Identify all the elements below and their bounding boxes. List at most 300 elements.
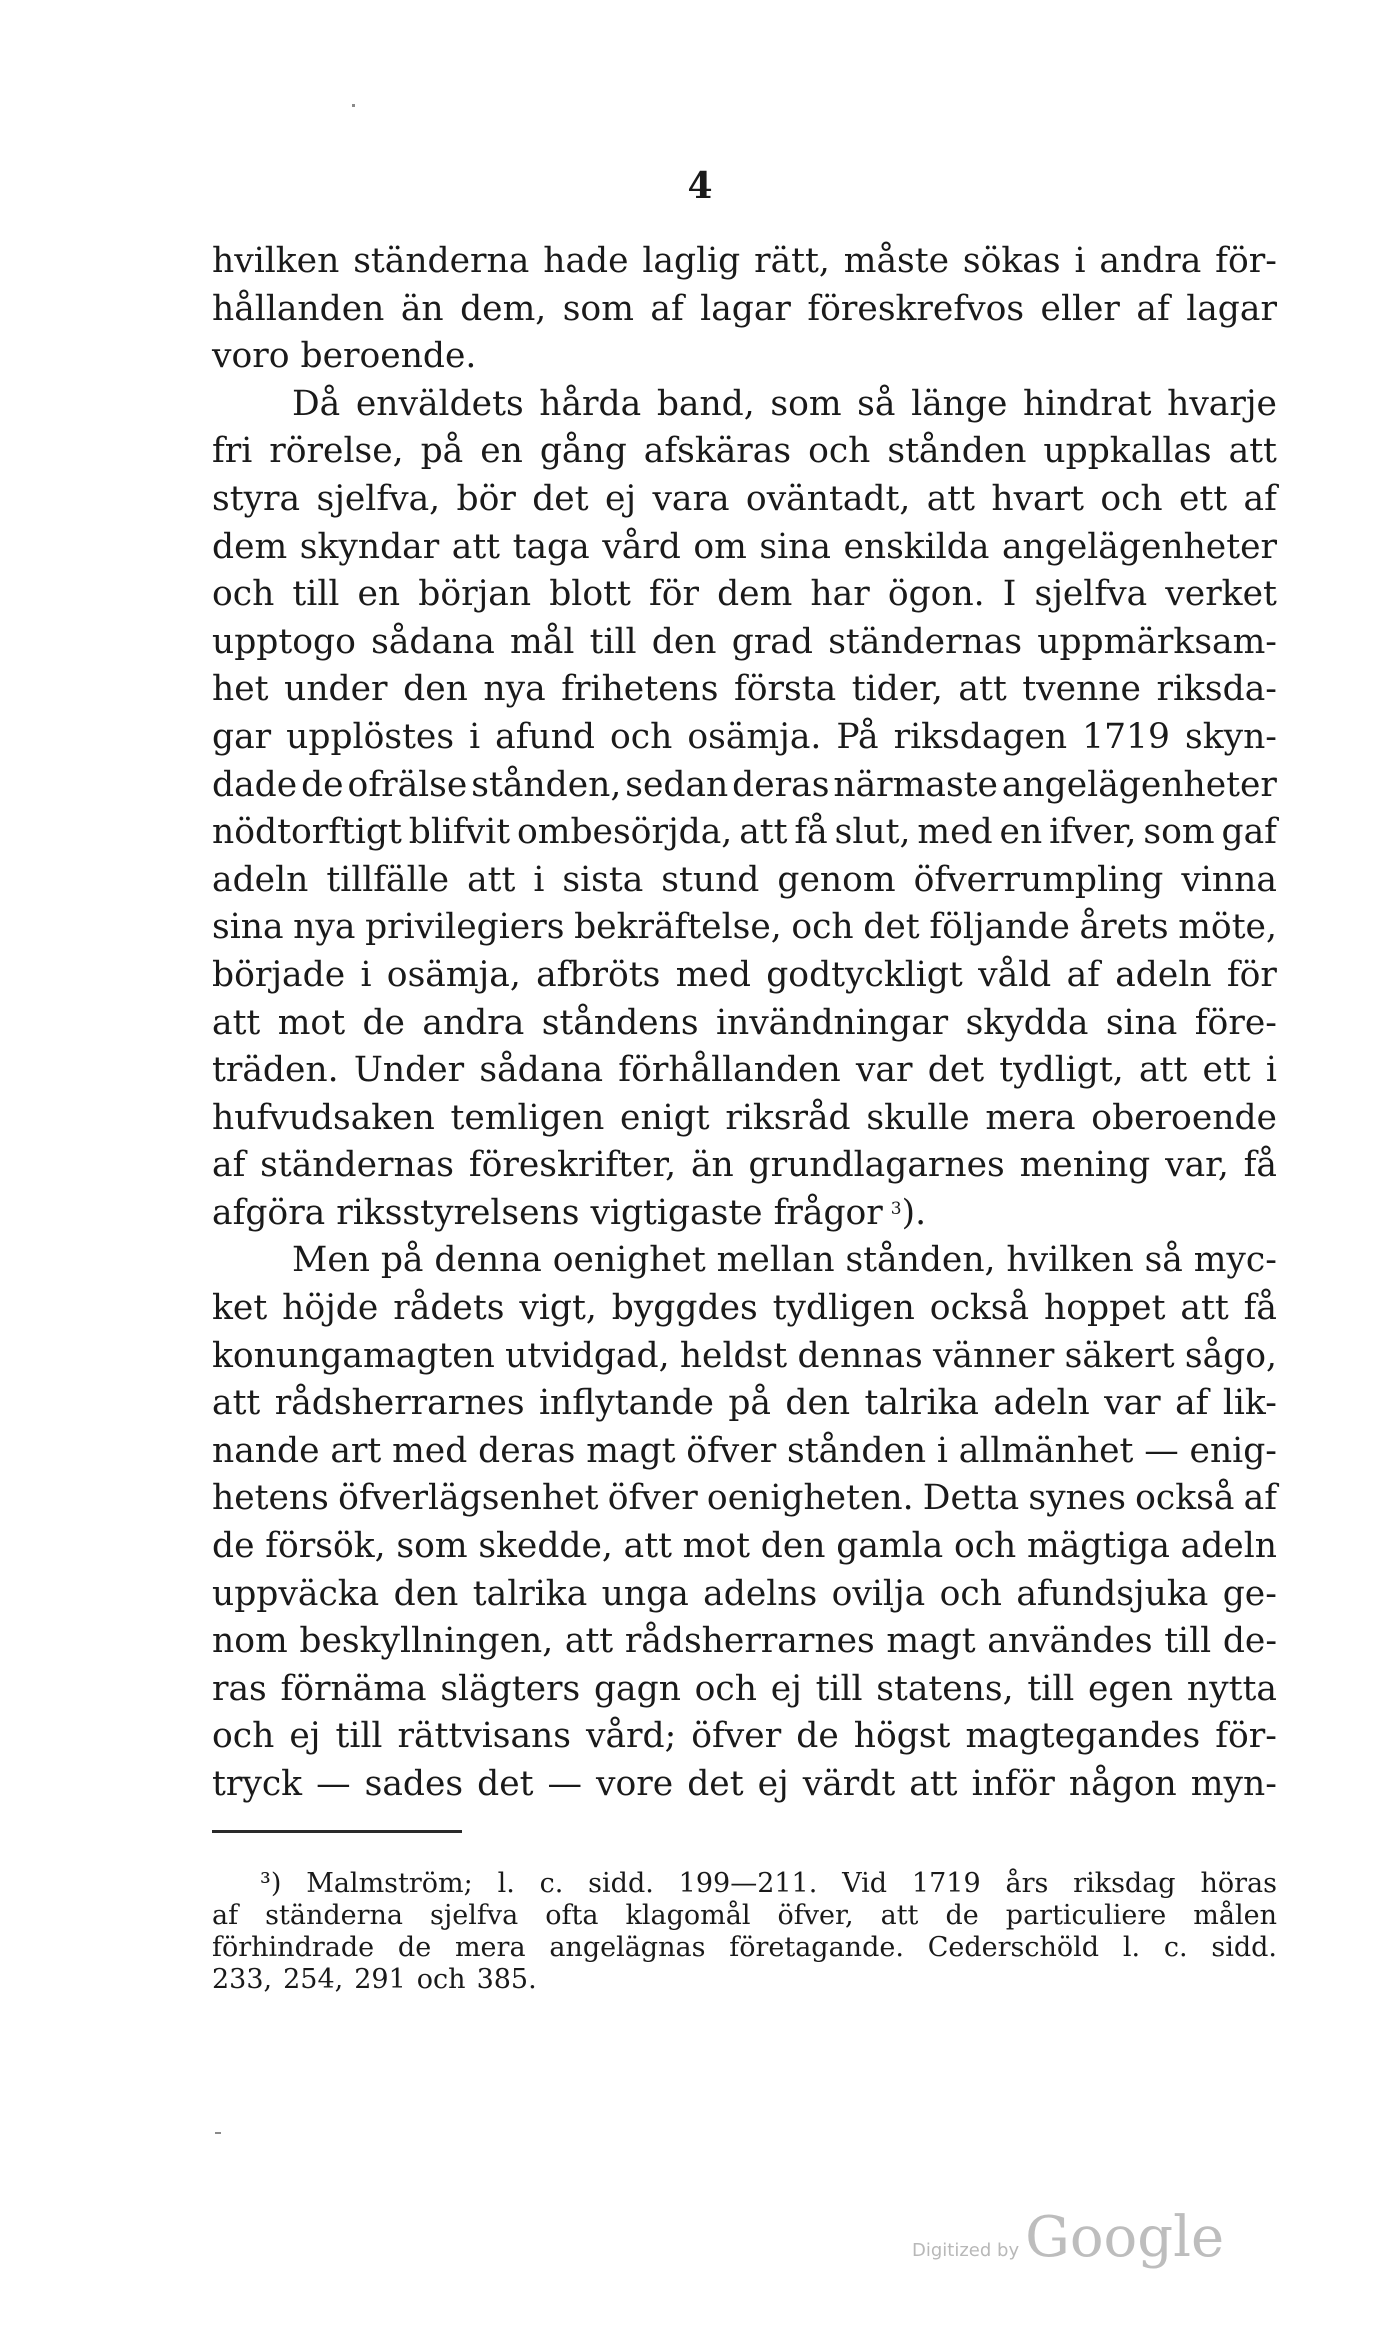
word: 233, — [212, 1964, 273, 1995]
word: På — [836, 716, 879, 757]
word: styra — [212, 478, 301, 519]
word: hårda — [539, 383, 642, 424]
word: Under — [353, 1050, 465, 1091]
text-line — [212, 1761, 1277, 1809]
word: föreskrifter, — [468, 1145, 677, 1186]
word: för — [1226, 954, 1277, 995]
word: att — [212, 1002, 261, 1043]
word: mellan — [716, 1240, 835, 1281]
word: som — [562, 288, 634, 329]
word: de — [945, 1900, 979, 1931]
word: egen — [1088, 1668, 1174, 1709]
word: — — [1144, 1430, 1179, 1471]
word: försök, — [265, 1526, 386, 1567]
word: värdt — [802, 1764, 896, 1804]
word: beroende. — [300, 336, 477, 377]
word: närmaste — [833, 764, 998, 805]
word: de — [796, 1716, 839, 1757]
word: ofta — [545, 1900, 599, 1931]
word: att — [1228, 431, 1277, 472]
digitized-by-google-watermark — [912, 2205, 1224, 2270]
word: osämja. — [687, 716, 822, 757]
word: våld — [978, 954, 1052, 995]
watermark-prefix: Digitized by — [912, 2240, 1020, 2261]
word: ej — [770, 1668, 802, 1709]
text-line — [212, 666, 1277, 714]
word: upptogo — [212, 621, 356, 662]
word: följande — [929, 907, 1070, 948]
word: skydda — [965, 1002, 1089, 1043]
word: till — [335, 1716, 383, 1757]
word: de- — [1222, 1621, 1277, 1662]
word: öfver — [691, 1716, 782, 1757]
word: statens, — [876, 1668, 1014, 1709]
word: förnäma — [280, 1668, 427, 1709]
word: grad — [731, 621, 813, 662]
word: skyndar — [299, 526, 440, 567]
word: så — [857, 383, 896, 424]
word: rörelse, — [269, 431, 404, 472]
word: sina — [1105, 1002, 1178, 1043]
word: ej — [289, 1716, 321, 1757]
word: till — [292, 574, 340, 615]
footnote-line — [212, 1900, 1277, 1932]
text-line — [212, 1190, 1277, 1238]
word: sina — [212, 907, 284, 948]
scan-speck — [352, 104, 355, 107]
word: rätt, — [754, 241, 830, 281]
word: myn- — [1190, 1764, 1277, 1804]
word: af — [1243, 1478, 1277, 1519]
word: gar — [212, 716, 272, 757]
word: och — [939, 1573, 1002, 1614]
word: c. — [1163, 1932, 1188, 1963]
word: som — [396, 1526, 468, 1567]
word: klagomål — [625, 1900, 751, 1931]
word: och — [212, 574, 275, 615]
word: sades — [364, 1764, 464, 1804]
text-line — [212, 1713, 1277, 1761]
text-line — [212, 476, 1277, 524]
word: afskäras — [643, 431, 792, 472]
word: få — [1243, 1145, 1277, 1186]
word: förhindrade — [212, 1932, 375, 1963]
word: frågor — [773, 1192, 883, 1233]
text-line — [212, 1047, 1277, 1095]
word: årets — [1079, 907, 1169, 948]
word: rättvisans — [397, 1716, 571, 1757]
text-line — [212, 619, 1277, 667]
word: af — [1175, 1383, 1209, 1424]
word: deras — [732, 764, 830, 805]
text-line — [212, 1618, 1277, 1666]
word: uppmärksam- — [1037, 621, 1277, 662]
word: dem — [717, 574, 793, 615]
text-line — [212, 286, 1277, 334]
word: adeln — [212, 859, 309, 900]
word: ständerna — [265, 1900, 403, 1931]
word: de — [301, 764, 344, 805]
word: sjelfva — [1034, 574, 1148, 615]
text-line — [212, 809, 1277, 857]
word: mera — [454, 1932, 526, 1963]
word: blott — [549, 574, 631, 615]
word: Men — [292, 1240, 370, 1281]
word: sökas — [962, 241, 1061, 281]
word: sidd. — [588, 1868, 654, 1899]
body-text — [212, 238, 1277, 1809]
word: som — [1143, 812, 1215, 853]
word: att — [1138, 1050, 1188, 1091]
word: om — [693, 526, 747, 567]
word: bekräftelse, — [574, 907, 782, 948]
word: och — [212, 1716, 275, 1757]
word: eller — [1040, 288, 1120, 329]
word: temligen — [450, 1097, 605, 1138]
footnotes — [212, 1868, 1277, 1996]
word: oväntadt, — [745, 478, 911, 519]
text-line — [212, 428, 1277, 476]
word: utvidgad, — [505, 1335, 670, 1376]
word: var, — [1165, 1145, 1229, 1186]
text-line — [212, 1380, 1277, 1428]
text-line — [212, 1000, 1277, 1048]
word: ge- — [1222, 1573, 1277, 1614]
word: stånden — [787, 1430, 927, 1471]
word: inför — [971, 1764, 1055, 1804]
word: med — [392, 1430, 468, 1471]
text-line — [212, 381, 1277, 429]
word: första — [734, 669, 837, 710]
word: vänner — [932, 1335, 1055, 1376]
word: har — [810, 574, 870, 615]
text-line — [212, 1237, 1277, 1285]
word: ständerna — [353, 241, 530, 281]
word: hvart — [991, 478, 1084, 519]
word: gaf — [1221, 812, 1277, 853]
word: tider, — [851, 669, 943, 710]
word: slut, — [834, 812, 911, 853]
word: sågo, — [1184, 1335, 1277, 1376]
word: skulle — [866, 1097, 970, 1138]
word: öfver — [686, 1430, 777, 1471]
word: allmänhet — [958, 1430, 1134, 1471]
word: andra — [1099, 241, 1202, 281]
word: angelägnas — [549, 1932, 706, 1963]
word: öfver — [607, 1478, 698, 1519]
footnote-ref-closing: ). — [901, 1192, 927, 1233]
word: det — [863, 907, 920, 948]
word: af — [212, 1900, 239, 1931]
word: mening — [1019, 1145, 1151, 1186]
word: Detta — [922, 1478, 1020, 1519]
word: att — [212, 1383, 261, 1424]
word: hade — [543, 241, 629, 281]
word: byggdes — [611, 1288, 758, 1329]
word: hållanden — [212, 288, 385, 329]
text-line — [212, 1475, 1277, 1523]
word: hvilken — [1006, 1240, 1134, 1281]
word: i — [1074, 241, 1086, 281]
word: att — [451, 526, 501, 567]
word: med — [917, 812, 993, 853]
word: började — [212, 954, 346, 995]
word: adelns — [703, 1573, 818, 1614]
footnote-ref-number: 3 — [890, 1198, 902, 1219]
word: beskyllningen, — [299, 1621, 554, 1662]
word: också — [929, 1288, 1030, 1329]
word: gagn — [593, 1668, 681, 1709]
word: måste — [843, 241, 950, 281]
word: till — [1164, 1621, 1212, 1662]
word: föreskrefvos — [807, 288, 1025, 329]
word: konungamagten — [212, 1335, 495, 1376]
scan-speck — [215, 2132, 221, 2134]
word: hvarje — [1167, 383, 1277, 424]
word: inflytande — [538, 1383, 714, 1424]
word: början — [418, 574, 532, 615]
word: en — [480, 431, 523, 472]
word: stånden, — [845, 1240, 996, 1281]
word: voro — [212, 336, 290, 377]
word: ras — [212, 1668, 267, 1709]
text-line — [212, 1095, 1277, 1143]
word: gång — [539, 431, 627, 472]
word: oenigheten. — [706, 1478, 914, 1519]
word: adeln — [993, 1383, 1090, 1424]
word: möte, — [1178, 907, 1277, 948]
word: också — [1135, 1478, 1235, 1519]
word: gamla — [836, 1526, 944, 1567]
word: i — [1265, 1050, 1277, 1091]
word: l. — [1122, 1932, 1141, 1963]
word: Cederschöld — [927, 1932, 1100, 1963]
text-line — [212, 952, 1277, 1000]
word: unga — [601, 1573, 689, 1614]
word: tryck — [212, 1764, 303, 1804]
word: och — [953, 1526, 1017, 1567]
text-line — [212, 1666, 1277, 1714]
page-number: 4 — [687, 165, 713, 207]
word: ej — [757, 1764, 789, 1804]
word: mot — [682, 1526, 751, 1567]
word: sådana — [371, 621, 495, 662]
word: med — [675, 954, 751, 995]
word: enväldets — [355, 383, 524, 424]
word: I — [1002, 574, 1017, 615]
word: sjelfva, — [316, 478, 441, 519]
word: till — [815, 1668, 863, 1709]
word: ständernas — [828, 621, 1023, 662]
word: för- — [1215, 1716, 1277, 1757]
word: deras — [478, 1430, 576, 1471]
word: var — [855, 1050, 913, 1091]
word: sedan — [625, 764, 729, 805]
footnote-divider — [212, 1830, 462, 1833]
word: öfverlägsenhet — [338, 1478, 599, 1519]
word: af — [212, 1145, 246, 1186]
word: frihetens — [561, 669, 719, 710]
word: öfver, — [777, 1900, 854, 1931]
word: att — [564, 1621, 614, 1662]
word: upplöstes — [286, 716, 455, 757]
word: de — [397, 1932, 432, 1963]
word: mägtiga — [1027, 1526, 1170, 1567]
word: enskilda — [843, 526, 990, 567]
word: förhållanden — [618, 1050, 841, 1091]
word: adeln — [1115, 954, 1212, 995]
text-line — [212, 857, 1277, 905]
word: riksstyrelsens — [336, 1192, 580, 1233]
word: hetens — [212, 1478, 329, 1519]
word: den — [393, 1573, 459, 1614]
word: skyn- — [1184, 716, 1277, 757]
word: talrika — [472, 1573, 588, 1614]
word: andra — [422, 1002, 525, 1043]
text-line — [212, 1285, 1277, 1333]
word: nödtorftigt — [212, 812, 402, 853]
word: rådsherrarnes — [624, 1621, 875, 1662]
text-line — [212, 1428, 1277, 1476]
word: 1719 — [911, 1868, 981, 1899]
word: var — [1104, 1383, 1161, 1424]
word: myc- — [1193, 1240, 1277, 1281]
word: vore — [596, 1764, 674, 1804]
word: mål — [510, 621, 575, 662]
word: nya — [483, 669, 546, 710]
word: vigt, — [519, 1288, 597, 1329]
word: så — [1144, 1240, 1183, 1281]
word: det — [687, 1764, 744, 1804]
word: ket — [212, 1288, 268, 1329]
text-line — [212, 714, 1277, 762]
text-line — [212, 1523, 1277, 1571]
word: stund — [661, 859, 760, 900]
word: för- — [1215, 241, 1277, 281]
word: riksdagen — [893, 716, 1068, 757]
word: en — [357, 574, 401, 615]
word: ej — [604, 478, 637, 519]
word: de — [362, 1002, 405, 1043]
word: ett — [1179, 478, 1228, 519]
word: under — [284, 669, 388, 710]
word: taga — [512, 526, 590, 567]
word: Malmström; — [306, 1868, 473, 1899]
word: tydligt, — [999, 1050, 1124, 1091]
word: än — [690, 1145, 734, 1186]
word: på — [728, 1383, 771, 1424]
text-line — [212, 524, 1277, 572]
word: företagande. — [729, 1932, 904, 1963]
word: verket — [1165, 574, 1277, 615]
word: Vid — [842, 1868, 888, 1899]
word: — — [316, 1764, 351, 1804]
word: band, — [656, 383, 755, 424]
word: för — [648, 574, 699, 615]
word: vara — [652, 478, 730, 519]
word: de — [212, 1526, 255, 1567]
text-line — [212, 1571, 1277, 1619]
word: att — [1180, 1288, 1229, 1329]
word: lagar — [1186, 288, 1277, 329]
word: vård; — [585, 1716, 677, 1757]
word: få — [794, 812, 828, 853]
word: dem — [212, 526, 288, 567]
word: den — [651, 621, 717, 662]
word: blifvit — [408, 812, 511, 853]
word: uppväcka — [212, 1573, 380, 1614]
word: enigt — [620, 1097, 710, 1138]
word: hoppet — [1044, 1288, 1166, 1329]
word: magt — [886, 1621, 976, 1662]
word: och — [1100, 478, 1163, 519]
word: få — [1243, 1288, 1277, 1329]
word: stånden — [887, 431, 1027, 472]
word: bör — [456, 478, 516, 519]
word: oenighet — [552, 1240, 706, 1281]
word: sådana — [479, 1050, 604, 1091]
word: magtegandes — [965, 1716, 1201, 1757]
footnote-reference — [891, 1190, 926, 1238]
word: af — [1243, 478, 1277, 519]
text-line — [212, 1142, 1277, 1190]
word: och — [416, 1964, 466, 1995]
word: än — [400, 288, 444, 329]
word: och — [808, 431, 871, 472]
word: före- — [1194, 1002, 1277, 1043]
word: tydligen — [772, 1288, 915, 1329]
word: grundlagarnes — [748, 1145, 1005, 1186]
word: magt — [586, 1430, 676, 1471]
word: riksråd — [725, 1097, 851, 1138]
word: stånden, — [471, 764, 622, 805]
google-logo: Google — [1025, 2205, 1225, 2270]
footnote-marker: ³) — [260, 1868, 282, 1899]
word: den — [760, 1526, 826, 1567]
word: vigtigaste — [590, 1192, 763, 1233]
word: den — [785, 1383, 851, 1424]
word: af — [1136, 288, 1170, 329]
word: vård — [602, 526, 681, 567]
word: till — [1027, 1668, 1075, 1709]
word: art — [330, 1430, 382, 1471]
word: synes — [1028, 1478, 1126, 1519]
word: talrika — [864, 1383, 979, 1424]
word: adeln — [1180, 1526, 1277, 1567]
word: 1719 — [1082, 716, 1170, 757]
word: 254, — [283, 1964, 344, 1995]
word: dade — [212, 764, 298, 805]
word: uppkallas — [1043, 431, 1212, 472]
word: och — [610, 716, 673, 757]
word: att — [467, 859, 516, 900]
word: målen — [1193, 1900, 1277, 1931]
word: att — [880, 1900, 919, 1931]
word: hvilken — [212, 241, 340, 281]
text-line — [212, 762, 1277, 810]
word: heldst — [679, 1335, 788, 1376]
word: hindrat — [1023, 383, 1152, 424]
word: det — [532, 478, 589, 519]
word: afgöra — [212, 1192, 326, 1233]
text-line — [212, 238, 1277, 286]
word: denna — [434, 1240, 542, 1281]
word: nom — [212, 1621, 288, 1662]
word: sjelfva — [430, 1900, 519, 1931]
word: osämja, — [386, 954, 521, 995]
word: det — [477, 1764, 534, 1804]
word: på — [380, 1240, 424, 1281]
